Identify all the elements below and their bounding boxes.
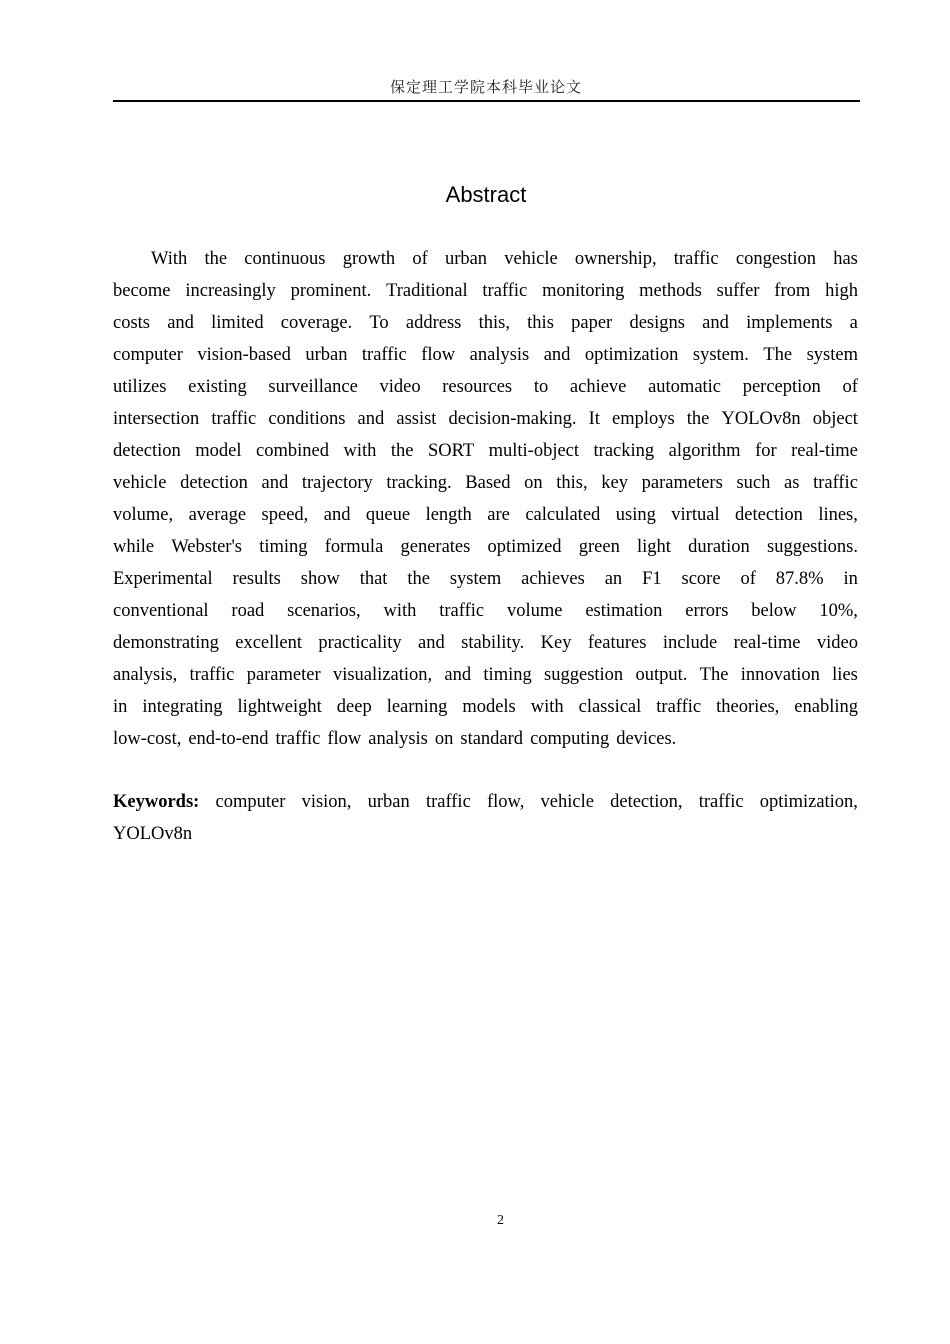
page-number: 2 [497, 1213, 504, 1228]
abstract-body [113, 243, 858, 755]
header-rule [113, 100, 860, 102]
abstract-line: while Webster's timing formula generates optimized green light duration suggestions. [113, 537, 858, 557]
abstract-line: With the continuous growth of urban vehicle ownership, traffic congestion has [151, 249, 858, 269]
abstract-line: volume, average speed, and queue length are calculated using virtual detection lines, [113, 505, 858, 525]
abstract-line: computer vision-based urban traffic flow analysis and optimization system. The system [113, 345, 858, 365]
abstract-title: Abstract [445, 182, 527, 207]
abstract-line: Experimental results show that the system achieves an F1 score of 87.8% in [113, 569, 858, 589]
keywords-line-1: Keywords: computer vision, urban traffic flow, vehicle detection, traffic optimization, [113, 786, 858, 818]
abstract-line: intersection traffic conditions and assist decision-making. It employs the YOLOv8n object [113, 409, 858, 429]
abstract-line: detection model combined with the SORT multi-object tracking algorithm for real-time [113, 441, 858, 461]
abstract-line: low-cost, end-to-end traffic flow analysis on standard computing devices. [113, 729, 677, 749]
abstract-line: utilizes existing surveillance video resources to achieve automatic perception of [113, 377, 858, 397]
page-header: 保定理工学院本科毕业论文 [389, 78, 582, 96]
keywords-section [113, 786, 858, 850]
keywords-label: Keywords: [113, 792, 200, 812]
abstract-line: costs and limited coverage. To address this, this paper designs and implements a [113, 313, 858, 333]
abstract-line: conventional road scenarios, with traffic volume estimation errors below 10%, [113, 601, 858, 621]
abstract-line: demonstrating excellent practicality and stability. Key features include real-time video [113, 633, 858, 653]
abstract-line: become increasingly prominent. Traditional traffic monitoring methods suffer from high [113, 281, 858, 301]
abstract-line: in integrating lightweight deep learning models with classical traffic theories, enabling [113, 697, 858, 717]
abstract-line: vehicle detection and trajectory tracking. Based on this, key parameters such as traffic [113, 473, 858, 493]
keywords-line-2: YOLOv8n [113, 824, 193, 844]
abstract-line: analysis, traffic parameter visualization, and timing suggestion output. The innovation lies [113, 665, 858, 685]
